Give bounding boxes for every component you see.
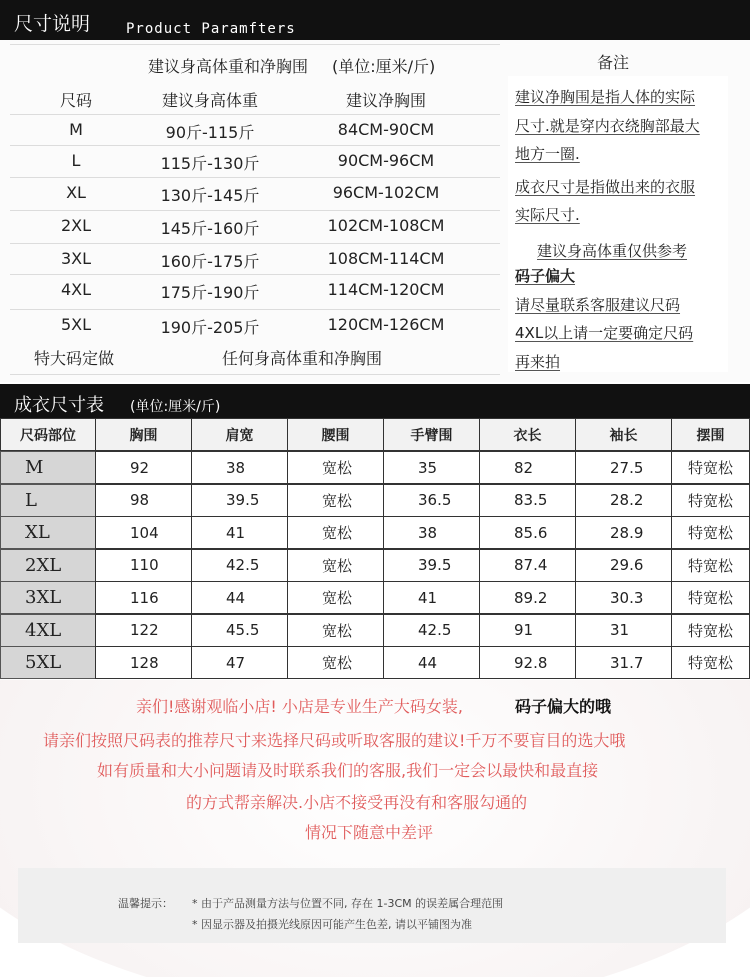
garment-cell: 宽松 (287, 484, 384, 517)
garment-cell: 27.5 (575, 451, 672, 484)
size-value: 84CM-90CM (337, 120, 435, 139)
size-value: 90斤-115斤 (165, 123, 255, 142)
garment-cell: 宽松 (287, 451, 384, 484)
row-divider (10, 145, 500, 146)
garment-header: 摆围 (671, 418, 750, 451)
custom-size-label: 特大码定做 (34, 349, 115, 368)
size-value: 96CM-102CM (332, 183, 440, 202)
message-line: 请亲们按照尺码表的推荐尺寸来选择尺码或听取客服的建议!千万不要盲目的选大哦 (43, 731, 626, 750)
garment-size-label: L (0, 484, 96, 517)
garment-cell: 44 (383, 646, 480, 679)
garment-cell: 89.2 (479, 581, 576, 614)
garment-cell: 宽松 (287, 614, 384, 647)
garment-header: 肩宽 (191, 418, 288, 451)
garment-cell: 128 (95, 646, 192, 679)
size-guide-section: 建议身高体重和净胸围 (单位:厘米/斤) 备注 尺码 建议身高体重 建议净胸围 M 90斤-115斤 84CM-90CM L 115斤-130斤 90CM-96CM XL 130斤-145斤 96CM-102CM 2XL 145斤-160斤 102CM-108CM 3XL 160斤-175斤 108CM-114CM 4XL 175斤-190斤 114CM-120CM 5XL 190斤-205斤 120CM-126CM 特大码定做 任何身高体重和净胸围 建议净胸围是指人体的实际 尺寸.就是穿内衣绕胸部最大 地方一圈. 成衣尺寸是指做出来的衣服 实际尺寸. 建议身高体重仅供参考 码子偏大 请尽量联系客服建议尺码 4XL以上请一定要确定尺码 再来拍 (0, 40, 750, 382)
garment-cell: 特宽松 (671, 581, 750, 614)
size-label: XL (66, 183, 86, 202)
garment-cell: 41 (191, 516, 288, 549)
garment-cell: 宽松 (287, 581, 384, 614)
garment-cell: 特宽松 (671, 549, 750, 582)
note-line: 实际尺寸. (515, 206, 580, 224)
size-guide-title: 建议身高体重和净胸围 (148, 57, 309, 76)
message-line: 亲们!感谢观临小店! 小店是专业生产大码女装, (136, 697, 464, 716)
garment-title: 成衣尺寸表 (14, 395, 104, 416)
row-divider (10, 243, 500, 244)
garment-cell: 31.7 (575, 646, 672, 679)
garment-unit: (单位:厘米/斤) (130, 399, 221, 415)
garment-cell: 38 (383, 516, 480, 549)
size-value: 102CM-108CM (327, 216, 445, 235)
garment-cell: 31 (575, 614, 672, 647)
garment-header: 衣长 (479, 418, 576, 451)
garment-cell: 41 (383, 581, 480, 614)
garment-cell: 116 (95, 581, 192, 614)
size-value: 190斤-205斤 (160, 318, 260, 337)
message-bold: 码子偏大的哦 (515, 697, 612, 716)
tips-line: * 因显示器及拍摄光线原因可能产生色差, 请以平铺图为准 (192, 918, 472, 931)
size-guide-header: 建议身高体重 (161, 91, 258, 110)
message-line: 情况下随意中差评 (305, 823, 434, 842)
garment-table (0, 418, 750, 678)
header-bar-garment (0, 384, 750, 418)
size-value: 120CM-126CM (327, 315, 445, 334)
tips-label: 温馨提示： (118, 897, 173, 910)
garment-cell: 特宽松 (671, 614, 750, 647)
garment-size-label: 5XL (0, 646, 96, 679)
message-line: 的方式帮亲解决.小店不接受再没有和客服勾通的 (186, 793, 528, 812)
garment-size-label: 3XL (0, 581, 96, 614)
size-guide-header: 尺码 (59, 91, 92, 110)
size-value: 160斤-175斤 (160, 252, 260, 271)
size-value: 108CM-114CM (327, 249, 445, 268)
row-divider (10, 274, 500, 275)
garment-cell: 104 (95, 516, 192, 549)
note-advice: 4XL以上请一定要确定尺码 (515, 324, 694, 342)
garment-cell: 宽松 (287, 646, 384, 679)
garment-cell: 宽松 (287, 516, 384, 549)
row-divider (10, 177, 500, 178)
garment-cell: 110 (95, 549, 192, 582)
garment-size-label: 4XL (0, 614, 96, 647)
note-line: 地方一圈. (515, 145, 580, 163)
garment-size-label: XL (0, 516, 96, 549)
size-label: L (71, 151, 81, 170)
size-label: 5XL (60, 315, 92, 334)
note-bold: 码子偏大 (515, 267, 576, 285)
size-value: 130斤-145斤 (160, 186, 260, 205)
garment-cell: 29.6 (575, 549, 672, 582)
size-label: M (69, 120, 83, 139)
garment-cell: 30.3 (575, 581, 672, 614)
note-advice: 请尽量联系客服建议尺码 (515, 296, 681, 314)
note-advice: 再来拍 (515, 353, 561, 371)
note-reference: 建议身高体重仅供参考 (537, 242, 688, 260)
row-divider (10, 309, 500, 310)
garment-cell: 特宽松 (671, 484, 750, 517)
header-subtitle: Product Paramfters (126, 21, 296, 37)
garment-cell: 宽松 (287, 549, 384, 582)
size-label: 2XL (60, 216, 92, 235)
size-guide-unit: (单位:厘米/斤) (332, 57, 436, 76)
garment-cell: 28.9 (575, 516, 672, 549)
garment-header: 手臂围 (383, 418, 480, 451)
garment-cell: 38 (191, 451, 288, 484)
size-label: 3XL (60, 249, 92, 268)
garment-cell: 92.8 (479, 646, 576, 679)
garment-cell: 35 (383, 451, 480, 484)
size-value: 145斤-160斤 (160, 219, 260, 238)
garment-header: 尺码部位 (0, 418, 96, 451)
garment-cell: 39.5 (191, 484, 288, 517)
garment-cell: 28.2 (575, 484, 672, 517)
garment-size-label: M (0, 451, 96, 484)
garment-cell: 83.5 (479, 484, 576, 517)
tips-line: * 由于产品测量方法与位置不同, 存在 1-3CM 的误差属合理范围 (192, 897, 504, 910)
size-guide-header: 建议净胸围 (345, 91, 426, 110)
size-label: 4XL (60, 280, 92, 299)
size-value: 90CM-96CM (337, 151, 435, 170)
garment-header: 腰围 (287, 418, 384, 451)
note-line: 尺寸.就是穿内衣绕胸部最大 (515, 117, 700, 135)
garment-cell: 特宽松 (671, 516, 750, 549)
row-divider (10, 210, 500, 211)
garment-cell: 42.5 (383, 614, 480, 647)
garment-header: 胸围 (95, 418, 192, 451)
garment-cell: 45.5 (191, 614, 288, 647)
garment-header: 袖长 (575, 418, 672, 451)
garment-cell: 98 (95, 484, 192, 517)
garment-cell: 44 (191, 581, 288, 614)
size-value: 114CM-120CM (327, 280, 445, 299)
garment-cell: 82 (479, 451, 576, 484)
garment-cell: 122 (95, 614, 192, 647)
size-value: 115斤-130斤 (160, 154, 260, 173)
custom-size-text: 任何身高体重和净胸围 (222, 349, 383, 368)
message-line: 如有质量和大小问题请及时联系我们的客服,我们一定会以最快和最直接 (97, 761, 599, 780)
garment-cell: 39.5 (383, 549, 480, 582)
garment-cell: 42.5 (191, 549, 288, 582)
row-divider (10, 114, 500, 115)
header-title: 尺寸说明 (14, 13, 91, 35)
note-line: 成衣尺寸是指做出来的衣服 (515, 178, 696, 196)
header-bar-size-guide (0, 0, 750, 40)
garment-size-label: 2XL (0, 549, 96, 582)
garment-cell: 特宽松 (671, 646, 750, 679)
garment-cell: 87.4 (479, 549, 576, 582)
note-line: 建议净胸围是指人体的实际 (515, 88, 696, 106)
garment-cell: 92 (95, 451, 192, 484)
garment-cell: 91 (479, 614, 576, 647)
garment-cell: 36.5 (383, 484, 480, 517)
divider (10, 374, 500, 375)
size-value: 175斤-190斤 (160, 283, 260, 302)
garment-cell: 特宽松 (671, 451, 750, 484)
garment-cell: 47 (191, 646, 288, 679)
garment-cell: 85.6 (479, 516, 576, 549)
